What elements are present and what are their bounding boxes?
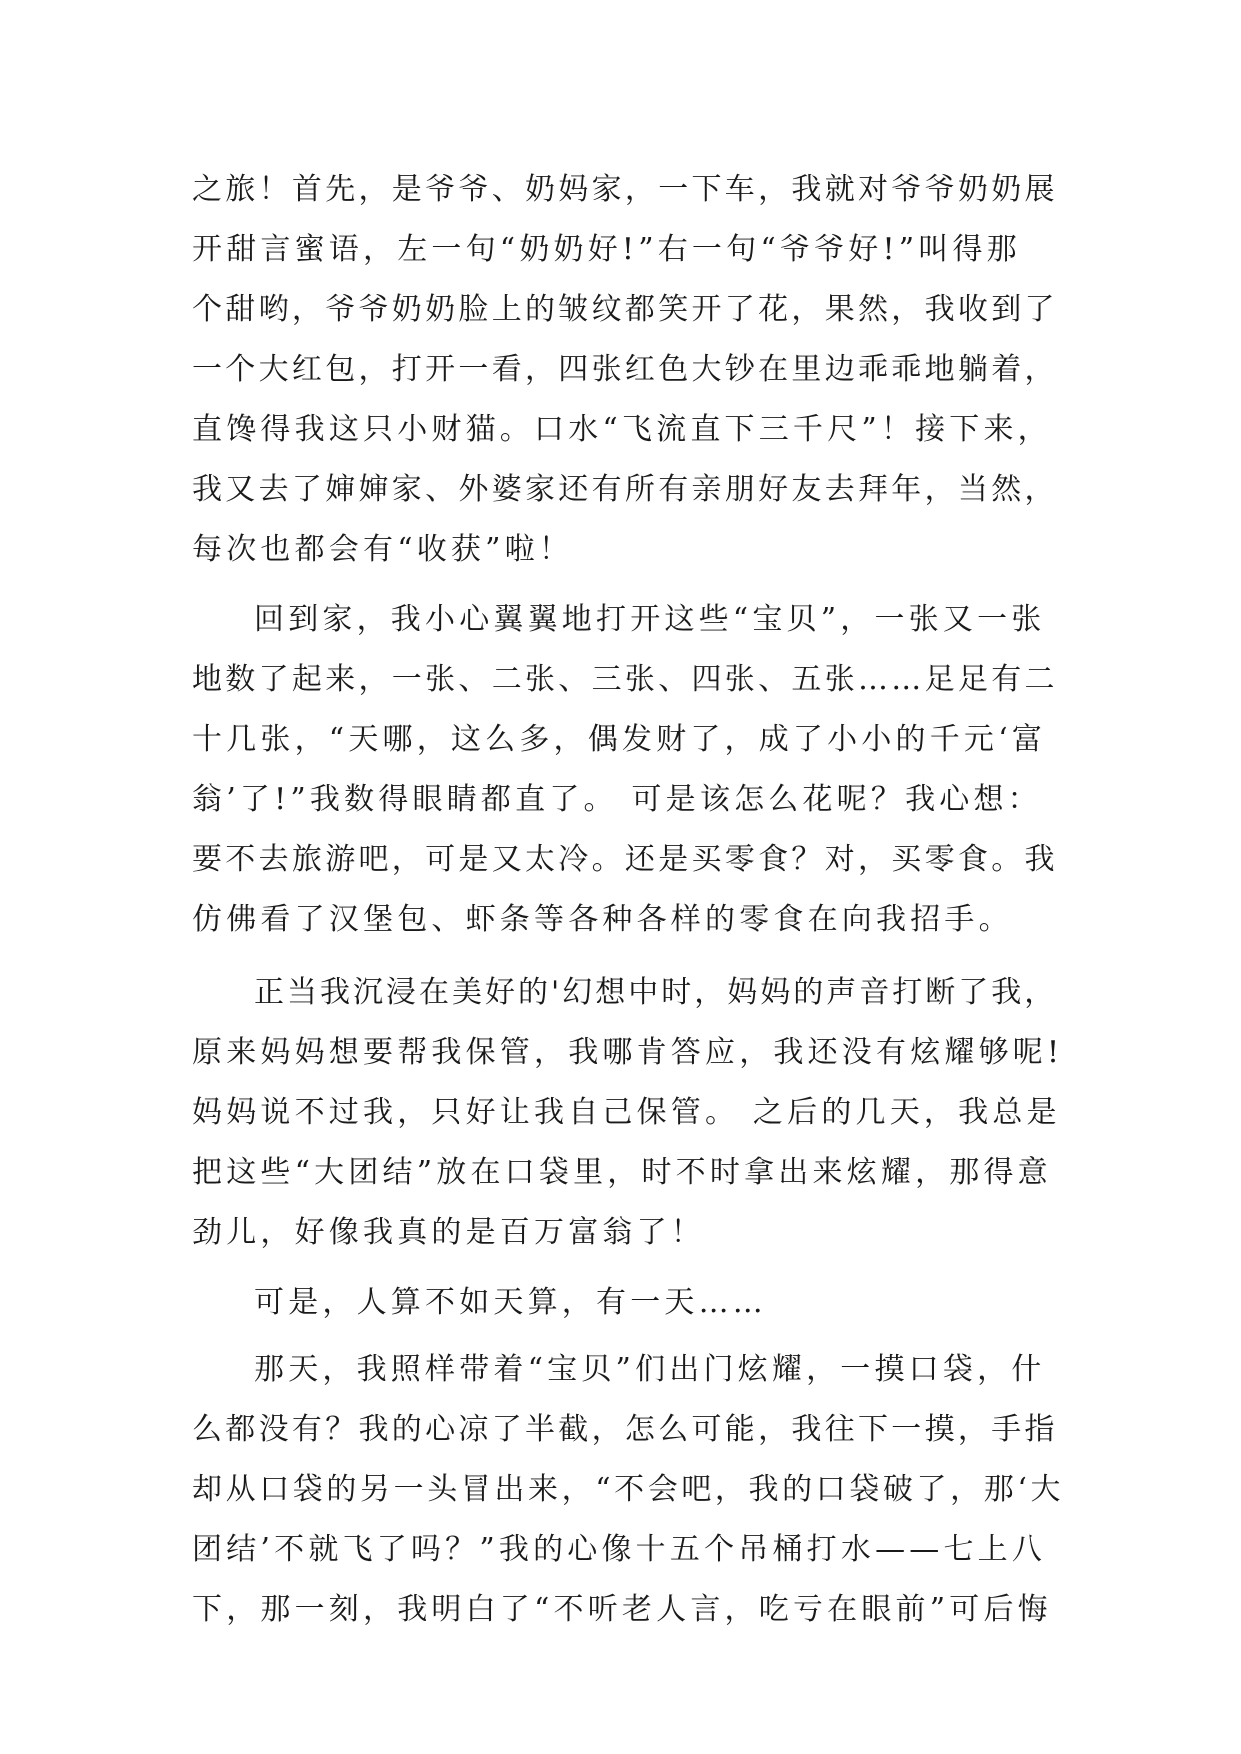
text-line: 原来妈妈想要帮我保管，我哪肯答应，我还没有炫耀够呢! xyxy=(192,1035,1064,1070)
text-line: 个甜哟，爷爷奶奶脸上的皱纹都笑开了花，果然，我收到了 xyxy=(192,292,1058,327)
text-line: 么都没有？我的心凉了半截，怎么可能，我往下一摸，手指 xyxy=(192,1412,1058,1447)
text-line: 每次也都会有“收获”啦！ xyxy=(192,532,574,567)
text-line: 劲儿，好像我真的是百万富翁了！ xyxy=(192,1215,705,1250)
text-line: 把这些“大团结”放在口袋里，时不时拿出来炫耀，那得意 xyxy=(192,1155,1052,1190)
text-line: 翁’了!”我数得眼睛都直了。 可是该怎么花呢？我心想： xyxy=(192,782,1042,817)
text-line: 妈妈说不过我，只好让我自己保管。 之后的几天，我总是 xyxy=(192,1095,1061,1130)
text-line: 我又去了婶婶家、外婆家还有所有亲朋好友去拜年，当然， xyxy=(192,472,1058,507)
text-line: 之旅！首先，是爷爷、奶妈家，一下车，我就对爷爷奶奶展 xyxy=(192,172,1058,207)
text-line: 下，那一刻，我明白了“不听老人言，吃亏在眼前”可后悔 xyxy=(192,1592,1052,1627)
text-line: 开甜言蜜语，左一句“奶奶好!”右一句“爷爷好!”叫得那 xyxy=(192,232,1021,267)
text-line: 要不去旅游吧，可是又太冷。还是买零食？对，买零食。我 xyxy=(192,842,1058,877)
text-line: 却从口袋的另一头冒出来，“不会吧，我的口袋破了，那‘大 xyxy=(192,1472,1065,1507)
text-line: 地数了起来，一张、二张、三张、四张、五张……足足有二 xyxy=(192,662,1058,697)
text-line: 十几张，“天哪，这么多，偶发财了，成了小小的千元‘富 xyxy=(192,722,1047,757)
text-line: 回到家，我小心翼翼地打开这些“宝贝”，一张又一张 xyxy=(254,602,1046,637)
text-line: 团结’不就飞了吗？”我的心像十五个吊桶打水——七上八 xyxy=(192,1532,1047,1567)
text-line: 直馋得我这只小财猫。口水“飞流直下三千尺”！接下来， xyxy=(192,412,1052,447)
text-line: 一个大红包，打开一看，四张红色大钞在里边乖乖地躺着， xyxy=(192,352,1058,387)
text-line: 那天，我照样带着“宝贝”们出门炫耀，一摸口袋，什 xyxy=(254,1352,1046,1387)
text-line: 正当我沉浸在美好的'幻想中时，妈妈的声音打断了我， xyxy=(254,975,1058,1010)
text-line: 可是，人算不如天算，有一天…… xyxy=(254,1285,767,1320)
text-line: 仿佛看了汉堡包、虾条等各种各样的零食在向我招手。 xyxy=(192,902,1013,937)
